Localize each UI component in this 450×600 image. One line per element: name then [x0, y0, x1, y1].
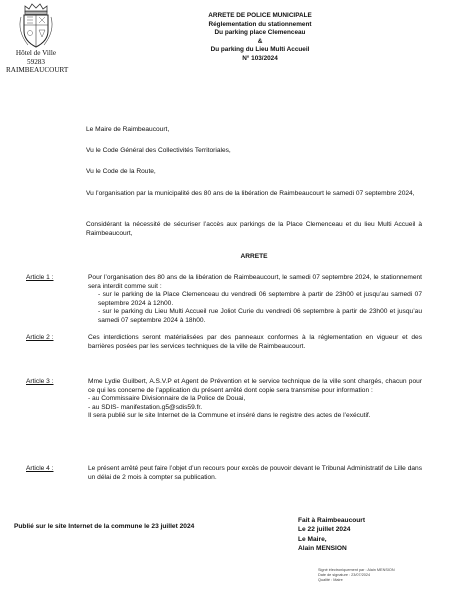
article-3-item: - au Commissaire Divisionnaire de la Police de Douai, — [88, 395, 246, 403]
coat-of-arms-logo — [16, 3, 56, 49]
vu-cgct: Vu le Code Général des Collectivités Territoriales, — [86, 147, 231, 154]
article-1-label: Article 1 : — [26, 274, 54, 281]
article-3-text2: Il sera publié sur le site Internet de la Commune et inséré dans le registre des actes de l’exécutif. — [88, 412, 371, 420]
mairie-block — [6, 49, 69, 75]
stamp-signer: Signé électroniquement par : Alain MENSION — [318, 568, 395, 572]
title-line: Réglementation du stationnement — [208, 20, 312, 28]
title-line: ARRETE DE POLICE MUNICIPALE — [208, 12, 312, 19]
vu-code-route: Vu le Code de la Route, — [86, 168, 156, 175]
article-1-item: - sur le parking de la Place Clemenceau du vendredi 06 septembre à partir de 23h00 et jusqu’au samedi 07 septembre 2024 à 12h00. — [98, 291, 422, 307]
signature-role: Le Maire, — [298, 535, 327, 543]
stamp-quality: Qualité : Maire — [318, 577, 343, 582]
arrete-heading: ARRETE — [240, 253, 268, 260]
article-1-body — [88, 274, 422, 326]
signature-place: Fait à Raimbeaucourt — [298, 517, 366, 524]
article-2-body: Ces interdictions seront matérialisées par des panneaux conformes à la réglementation en vigueur et des barrières posées par les services techniques de la ville de Raimbeaucourt. — [88, 334, 422, 350]
publication-note: Publié sur le site Internet de la commune le 23 juillet 2024 — [14, 523, 195, 530]
arrete-number: N° 103/2024 — [242, 54, 278, 62]
article-3-item: - au SDIS- manifestation.g5@sdis59.fr. — [88, 403, 203, 411]
article-3-body — [88, 378, 422, 421]
article-3-label: Article 3 : — [26, 378, 54, 385]
article-1-item: - sur le parking du Lieu Multi Accueil rue Joliot Curie du vendredi 06 septembre à partir de 23h00 et jusqu’au samedi 07 septembre 2024 à 18h00. — [98, 308, 422, 324]
commune-address: 59283 RAIMBEAUCOURT — [6, 57, 69, 75]
article-3-text: Mme Lydie Guilbert, A.S.V.P et Agent de Prévention et le service technique de la ville sont chargés, chacun pour ce qui les concerne de l’application du présent arrêté dont copie sera transmise pour information : — [88, 378, 422, 394]
title-line: & — [257, 37, 263, 45]
signature-block — [298, 516, 418, 554]
vu-organisation: Vu l’organisation par la municipalité des 80 ans de la libération de Raimbeaucourt le samedi 07 septembre 2024, — [86, 190, 415, 197]
title-line: Du parking du Lieu Multi Accueil — [210, 46, 310, 54]
electronic-signature-stamp — [318, 568, 428, 582]
maire-line: Le Maire de Raimbeaucourt, — [86, 126, 170, 133]
article-1-intro: Pour l’organisation des 80 ans de la libération de Raimbeaucourt, le samedi 07 septembre 2024, le stationnement sera interdit comme suit : — [88, 274, 422, 290]
article-4-label: Article 4 : — [26, 465, 54, 472]
stamp-date: Date de signature : 23/07/2024 — [318, 572, 371, 577]
article-2-label: Article 2 : — [26, 334, 54, 341]
signature-date: Le 22 juillet 2024 — [298, 526, 351, 534]
considerant: Considérant la nécessité de sécuriser l’accès aux parkings de la Place Clemenceau et du lieu Multi Accueil à Raimbeaucourt, — [86, 221, 422, 237]
signature-name: Alain MENSION — [298, 545, 347, 553]
article-4-body: Le présent arrêté peut faire l’objet d’un recours pour excès de pouvoir devant le Tribunal Administratif de Lille dans un délai de 2 mois à compter sa publication. — [88, 465, 422, 481]
document-title — [160, 12, 360, 64]
hotel-de-ville-label: Hôtel de Ville — [15, 49, 57, 57]
title-line: Du parking place Clemenceau — [214, 29, 306, 37]
